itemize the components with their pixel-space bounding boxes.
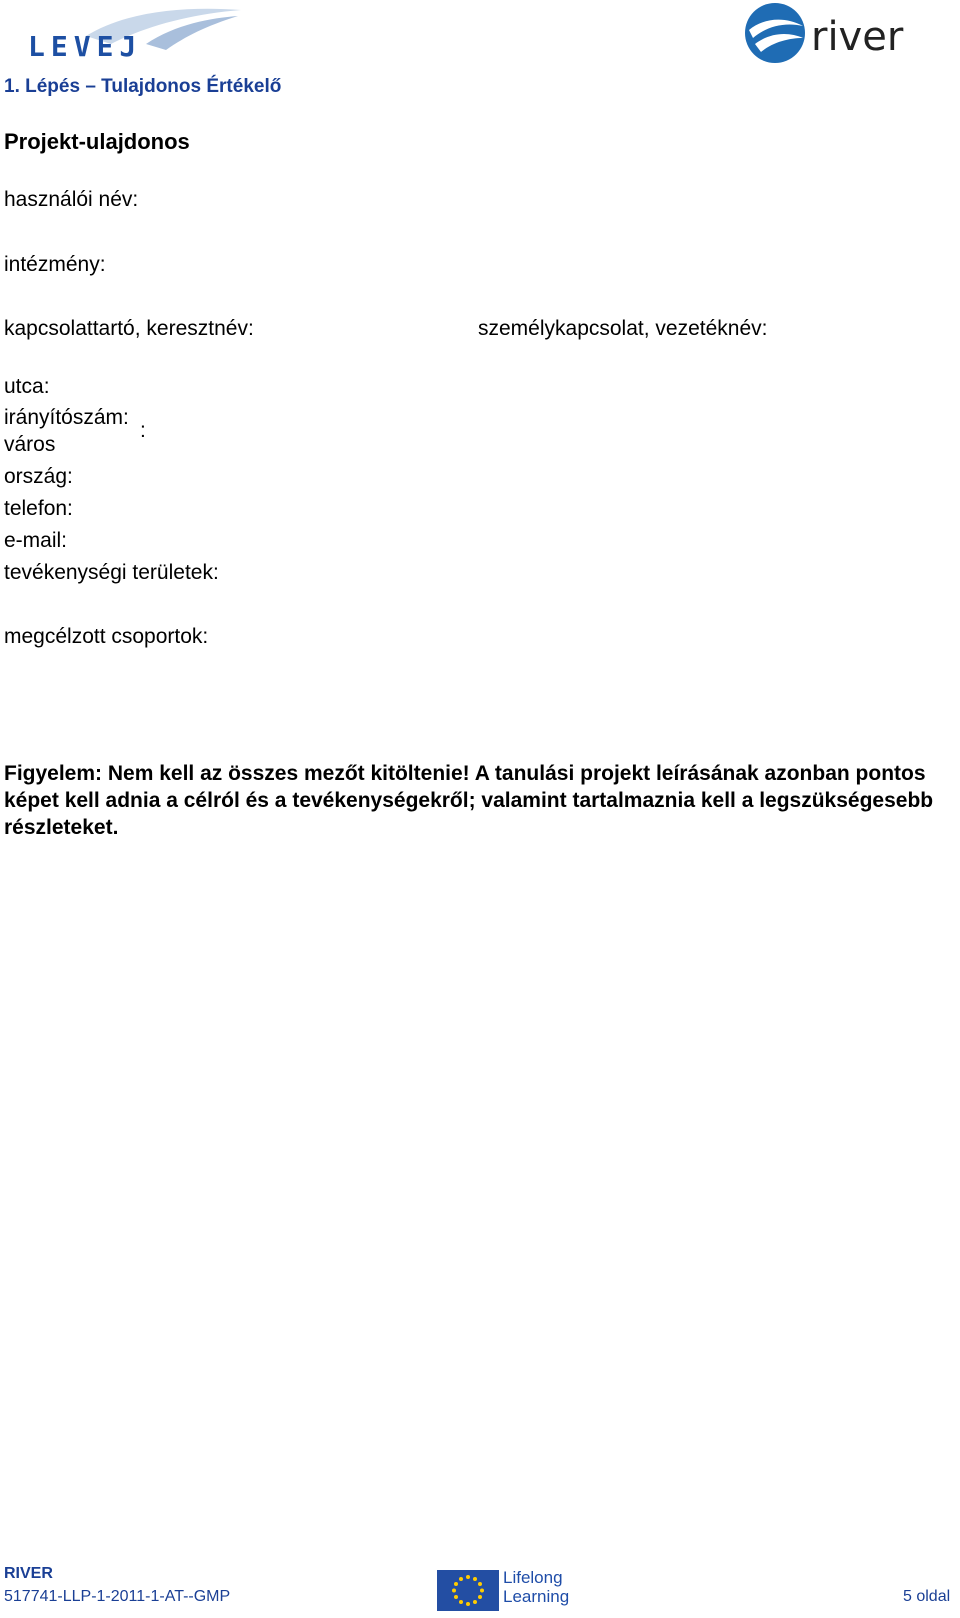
phone-label: telefon: (4, 497, 73, 520)
target-groups-label: megcélzott csoportok: (4, 625, 209, 648)
city-label: város (4, 433, 56, 456)
section-title: Projekt-ulajdonos (4, 129, 190, 154)
contact-lastname-label: személykapcsolat, vezetéknév: (478, 317, 768, 340)
lifelong-learning-text (503, 1568, 569, 1606)
contact-firstname-label: kapcsolattartó, keresztnév: (4, 317, 254, 340)
notice-paragraph: Figyelem: Nem kell az összes mezőt kitöltenie! A tanulási projekt leírásának azonban pontos képet kell adnia a célról és a tevékenységekről; valamint tartalmaznia kell a legszükségesebb részleteket. (4, 762, 934, 839)
username-label: használói név: (4, 188, 139, 211)
institution-label: intézmény: (4, 253, 106, 276)
levej-logo-text: LEVEJ (28, 30, 143, 62)
step-title: 1. Lépés – Tulajdonos Értékelő (4, 76, 282, 97)
activity-areas-label: tevékenységi területek: (4, 561, 219, 584)
email-label: e-mail: (4, 529, 68, 552)
page-number: 5 oldal (903, 1588, 951, 1605)
footer-org: RIVER (4, 1565, 53, 1582)
river-logo-text: river (811, 14, 904, 60)
eu-flag-icon (437, 1570, 499, 1611)
footer-project-code: 517741-LLP-1-2011-1-AT--GMP (4, 1588, 231, 1605)
street-label: utca: (4, 375, 50, 398)
country-label: ország: (4, 465, 73, 488)
lifelong-text: Lifelong (503, 1568, 563, 1587)
learning-text: Learning (503, 1587, 570, 1606)
river-logo (745, 0, 945, 70)
levej-logo (26, 6, 244, 62)
postcode-label: irányítószám: (4, 406, 129, 429)
city-colon: : (140, 419, 146, 442)
